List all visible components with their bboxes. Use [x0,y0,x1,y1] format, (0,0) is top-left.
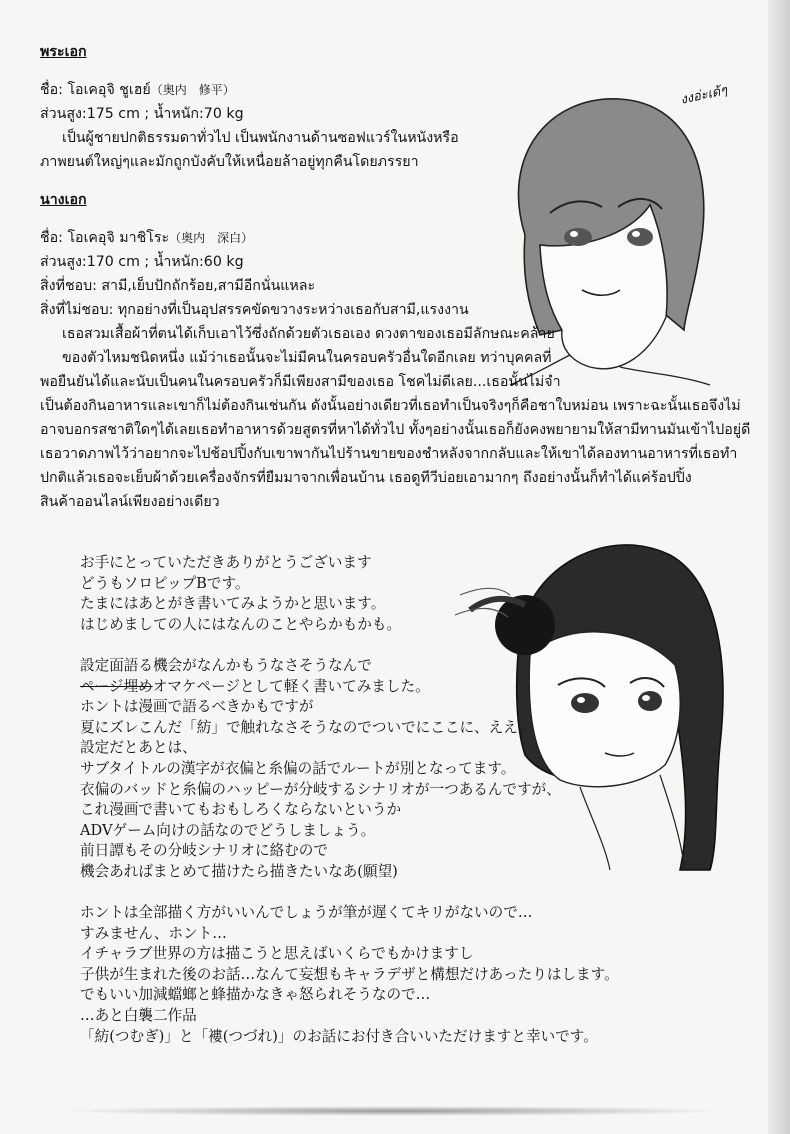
heroine-desc-line: เธอสวมเสื้อผ้าที่ตนได้เก็บเอาไว้ซึ่งถักด้วยตัวเธอเอง ดวงตาของเธอมีลักษณะคล้าย [62,326,555,342]
afterword-line: 前日譚もその分岐シナリオに絡むので [80,842,328,860]
afterword-line: 設定面語る機会がなんかもうなさそうなんで [80,656,372,674]
hero-name [40,78,760,102]
heroine-desc-line: เธอวาดภาพไว้ว่าอยากจะไปช้อปปิ้งกับเขาพากันไปร้านขายของชำหลังจากกลับและให้เขาได้ลองทานอาหารที่เธอทำ [40,446,738,462]
afterword-line: …あと白襲二作品 [80,1007,197,1025]
heroine-desc-line: ของตัวไหมชนิดหนึ่ง แม้ว่าเธอนั้นจะไม่มีคนในครอบครัวอื่นใดอีกเลย ทว่าบุคคลที่ [62,350,552,366]
afterword-line: これ漫画で書いてもおもしろくならないというか [80,801,402,819]
hero-name-japanese: （奥内 修平） [150,83,235,97]
heroine-name-thai: ชื่อ: โอเคอุจิ มาชิโระ [40,230,170,246]
heroine-desc-line: ปกติแล้วเธอจะเย็บผ้าด้วยเครื่องจักรที่ยืมมาจากเพื่อนบ้าน เธอดูทีวีบ่อยเอามากๆ ถึงอย่างนั้นก็ทำได้แค่ร้อปปิ้ง [40,470,692,486]
afterword-line-rest: オマケページとして軽く書いてみました。 [152,677,430,695]
afterword-line: でもいい加減蟷螂と蜂描かなきゃ怒られそうなので… [80,986,431,1004]
afterword-line: どうもソロピップBです。 [80,574,250,592]
afterword-line: ホントは漫画で語るべきかもですが [80,698,314,716]
page-bottom-shadow [60,1106,730,1116]
afterword-line: イチャラブ世界の方は描こうと思えばいくらでもかけますし [80,945,474,963]
character-profiles [40,40,760,514]
hero-desc-line: เป็นผู้ชายปกติธรรมดาทั่วไป เป็นพนักงานด้านซอฟแวร์ในหนังหรือ [62,130,459,146]
afterword-line: 衣偏のバッドと糸偏のハッピーが分岐するシナリオが一つあるんですが、 [80,780,561,798]
hero-name-thai: ชื่อ: โอเคอุจิ ชูเฮย์ [40,82,151,98]
afterword-line [80,677,720,698]
afterword-line: 「紡(つむぎ)」と「褸(つづれ)」のお話にお付き合いいただけますと幸いです。 [80,1027,598,1045]
heroine-name-japanese: （奥内 深白） [169,231,254,245]
hero-desc-line: ภาพยนต์ใหญ่ๆและมักถูกบังคับให้เหนื่อยล้าอยู่ทุกคืนโดยภรรยา [40,154,419,170]
heroine-desc-line: อาจบอกรสชาติใดๆได้เลยเธอทำอาหารด้วยสูตรที่หาได้ทั่วไป ทั้งๆอย่างนั้นเธอก็ยังคงพยายามให้สามีทานมันเข้าไปอยู่ดี [40,422,751,438]
hero-stats: ส่วนสูง:175 cm ; น้ำหนัก:70 kg [40,106,244,122]
afterword-line: お手にとっていただきありがとうございます [80,554,372,571]
hero-heading: พระเอก [40,44,87,60]
heroine-heading: นางเอก [40,192,87,208]
afterword-line: すみません、ホント… [80,924,227,942]
heroine-stats: ส่วนสูง:170 cm ; น้ำหนัก:60 kg [40,254,244,270]
afterword-line: サブタイトルの漢字が衣偏と糸偏の話でルートが別となってます。 [80,759,516,777]
page-edge [768,0,790,1134]
afterword-line: たまにはあとがき書いてみようかと思います。 [80,595,386,613]
heroine-name [40,226,760,250]
heroine-desc-line: เป็นต้องกินอาหารและเขาก็ไม่ต้องกินเช่นกัน ดังนั้นอย่างเดียวที่เธอทำเป็นจริงๆก็คือชาใบหม่อน เพราะฉะนั้นเธอจึงไม่ [40,398,741,414]
afterword-line: ADVゲーム向けの話なのでどうしましょう。 [80,821,376,839]
heroine-desc-line: สินค้าออนไลน์เพียงอย่างเดียว [40,494,220,510]
handwritten-note: งงอ่ะเด้ๆ [679,83,729,108]
heroine-dislikes: สิ่งที่ไม่ชอบ: ทุกอย่างที่เป็นอุปสรรคขัดขวางระหว่างเธอกับสามี,แรงงาน [40,302,469,318]
afterword-line: はじめましての人にはなんのことやらかもかも。 [80,615,402,633]
afterword-line: 夏にズレこんだ「紡」で触れなさそうなのでついでにここに、ええ。 [80,718,534,736]
afterword [80,553,720,1047]
struck-text: ページ埋め [80,677,153,695]
heroine-likes: สิ่งที่ชอบ: สามี,เย็บปักถักร้อย,สามีอีกนั่นแหละ [40,278,316,294]
afterword-line: 機会あればまとめて描けたら描きたいなあ(願望) [80,862,398,880]
afterword-line: 子供が生まれた後のお話…なんて妄想もキャラデザと構想だけあったりはします。 [80,965,619,983]
afterword-line: 設定だとあとは、 [80,739,197,757]
heroine-desc-line: พอยืนยันได้และนับเป็นคนในครอบครัวก็มีเพียงสามีของเธอ โชคไม่ดีเลย...เธอนั้นไม่จำ [40,374,561,390]
afterword-line: ホントは全部描く方がいいんでしょうが筆が遅くてキリがないので… [80,904,533,922]
